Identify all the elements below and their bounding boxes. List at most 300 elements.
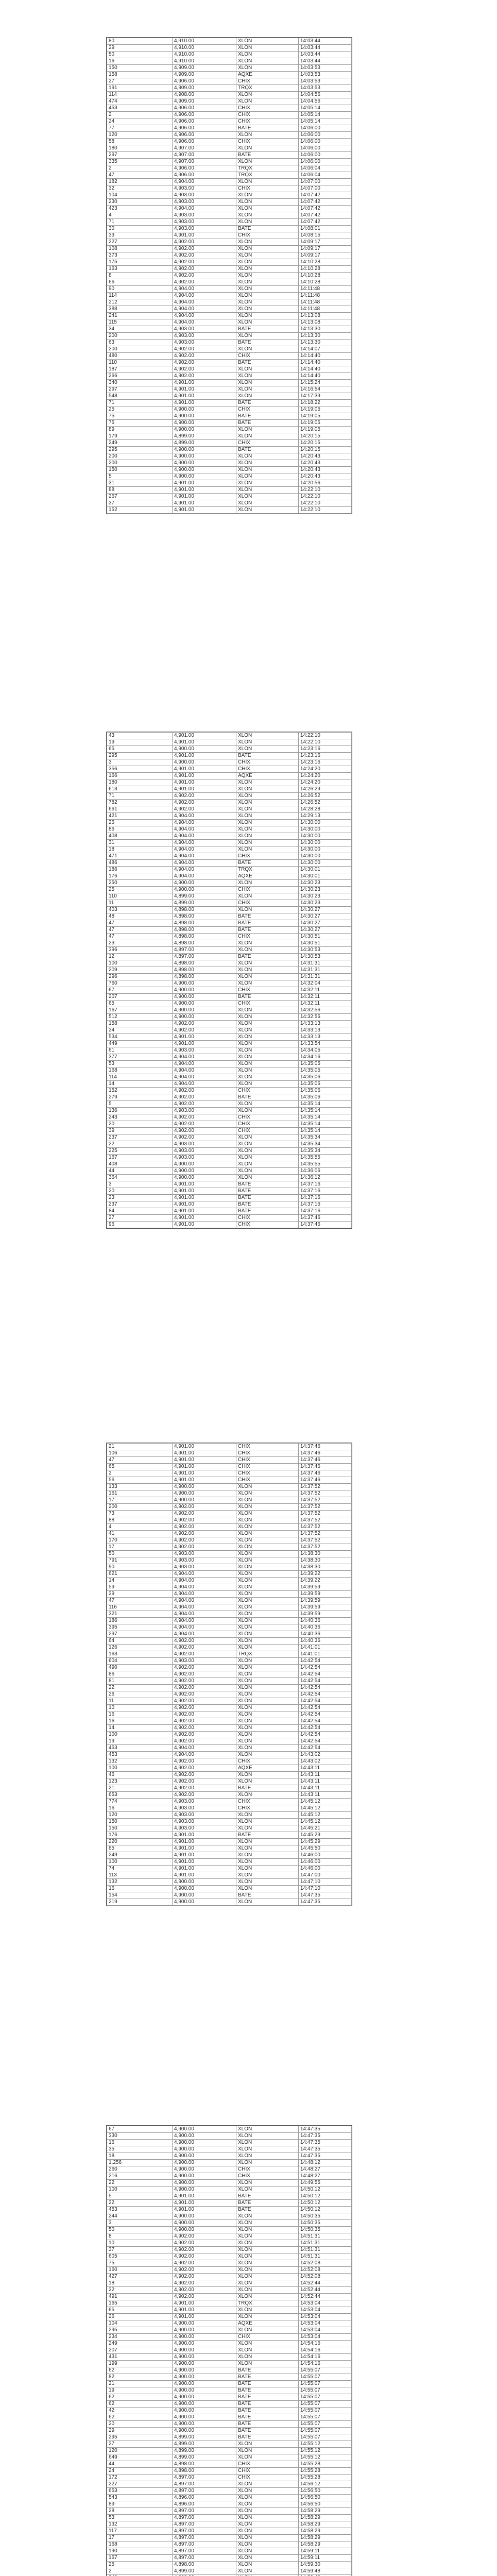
venue-cell: CHIX (236, 1799, 299, 1805)
time-cell: 14:35:06 (299, 1074, 352, 1081)
time-cell: 14:36:06 (299, 1168, 352, 1175)
venue-cell: XLON (236, 2187, 299, 2193)
time-cell: 14:37:52 (299, 1511, 352, 1517)
table-row (107, 2334, 352, 2341)
time-cell: 14:47:00 (299, 1872, 352, 1879)
venue-cell: XLON (236, 286, 299, 293)
price-cell: 4,907.00 (173, 145, 236, 152)
volume-cell: 47 (107, 1598, 173, 1604)
time-cell: 14:37:16 (299, 1208, 352, 1215)
table-row (107, 2126, 352, 2133)
price-cell: 4,900.00 (173, 2401, 236, 2408)
table-row (107, 2140, 352, 2146)
time-cell: 14:55:28 (299, 2475, 352, 2481)
venue-cell: BATE (236, 2394, 299, 2401)
volume-cell: 249 (107, 1852, 173, 1859)
venue-cell: BATE (236, 753, 299, 759)
time-cell: 14:51:31 (299, 2247, 352, 2253)
volume-cell: 24 (107, 2468, 173, 2475)
price-cell: 4,901.00 (173, 1477, 236, 1484)
table-row (107, 1571, 352, 1578)
volume-cell: 621 (107, 1571, 173, 1578)
volume-cell: 2 (107, 165, 173, 172)
table-row (107, 1497, 352, 1504)
table-row (107, 1121, 352, 1128)
volume-cell: 80 (107, 38, 173, 45)
price-cell: 4,900.00 (173, 2414, 236, 2421)
price-cell: 4,900.00 (173, 2180, 236, 2187)
volume-cell: 176 (107, 1832, 173, 1839)
venue-cell: XLON (236, 480, 299, 487)
price-cell: 4,900.00 (173, 2320, 236, 2327)
time-cell: 14:42:54 (299, 1725, 352, 1732)
table-row (107, 1805, 352, 1812)
venue-cell: XLON (236, 980, 299, 987)
table-row (107, 1886, 352, 1892)
venue-cell: XLON (236, 1175, 299, 1181)
volume-cell: 44 (107, 1168, 173, 1175)
time-cell: 14:40:36 (299, 1631, 352, 1638)
venue-cell: BATE (236, 2434, 299, 2441)
volume-cell: 22 (107, 1141, 173, 1148)
venue-cell: CHIX (236, 900, 299, 907)
time-cell: 14:37:46 (299, 1477, 352, 1484)
time-cell: 14:30:00 (299, 826, 352, 833)
time-cell: 14:31:31 (299, 960, 352, 967)
table-row (107, 1081, 352, 1088)
venue-cell: XLON (236, 1537, 299, 1544)
time-cell: 14:23:16 (299, 753, 352, 759)
time-cell: 14:55:07 (299, 2374, 352, 2381)
table-row (107, 1819, 352, 1825)
table-row (107, 333, 352, 340)
time-cell: 14:23:16 (299, 746, 352, 753)
volume-cell: 50 (107, 2227, 173, 2233)
time-cell: 14:53:04 (299, 2300, 352, 2307)
venue-cell: XLON (236, 2361, 299, 2367)
table-row (107, 393, 352, 400)
table-row (107, 2562, 352, 2568)
volume-cell: 179 (107, 433, 173, 440)
price-cell: 4,902.00 (173, 1101, 236, 1108)
price-cell: 4,904.00 (173, 1571, 236, 1578)
price-cell: 4,898.00 (173, 974, 236, 980)
volume-cell: 474 (107, 98, 173, 105)
volume-cell: 104 (107, 192, 173, 199)
time-cell: 14:45:12 (299, 1819, 352, 1825)
price-cell: 4,904.00 (173, 860, 236, 867)
price-cell: 4,900.00 (173, 1161, 236, 1168)
time-cell: 14:45:12 (299, 1799, 352, 1805)
table-row (107, 1148, 352, 1155)
price-cell: 4,902.00 (173, 1718, 236, 1725)
price-cell: 4,903.00 (173, 1551, 236, 1557)
price-cell: 4,904.00 (173, 833, 236, 840)
time-cell: 14:37:46 (299, 1457, 352, 1464)
volume-cell: 12 (107, 954, 173, 960)
venue-cell: XLON (236, 1108, 299, 1114)
table-row (107, 2448, 352, 2454)
time-cell: 14:37:46 (299, 1222, 352, 1228)
price-cell: 4,901.00 (173, 480, 236, 487)
venue-cell: XLON (236, 2327, 299, 2334)
price-cell: 4,901.00 (173, 1444, 236, 1450)
table-row (107, 1128, 352, 1134)
volume-cell: 176 (107, 873, 173, 880)
venue-cell: XLON (236, 2294, 299, 2300)
table-row (107, 1034, 352, 1041)
venue-cell: XLON (236, 192, 299, 199)
table-row (107, 366, 352, 373)
time-cell: 14:06:04 (299, 165, 352, 172)
volume-cell: 132 (107, 2521, 173, 2528)
table-row (107, 78, 352, 85)
venue-cell: XLON (236, 967, 299, 974)
venue-cell: BATE (236, 125, 299, 132)
venue-cell: XLON (236, 494, 299, 500)
table-row (107, 273, 352, 279)
volume-cell: 50 (107, 52, 173, 58)
price-cell: 4,904.00 (173, 826, 236, 833)
time-cell: 14:10:28 (299, 266, 352, 273)
table-row (107, 1698, 352, 1705)
price-cell: 4,900.00 (173, 2213, 236, 2220)
venue-cell: XLON (236, 98, 299, 105)
venue-cell: XLON (236, 2287, 299, 2294)
venue-cell: CHIX (236, 1758, 299, 1765)
table-row (107, 907, 352, 913)
venue-cell: BATE (236, 1785, 299, 1792)
table-row (107, 293, 352, 299)
price-cell: 4,898.00 (173, 2562, 236, 2568)
price-cell: 4,902.00 (173, 1504, 236, 1511)
table-row (107, 773, 352, 779)
venue-cell: AQXE (236, 1765, 299, 1772)
table-row (107, 2300, 352, 2307)
volume-cell: 200 (107, 346, 173, 353)
table-row (107, 152, 352, 159)
time-cell: 14:54:16 (299, 2341, 352, 2347)
venue-cell: BATE (236, 420, 299, 427)
time-cell: 14:58:29 (299, 2521, 352, 2528)
price-cell: 4,903.00 (173, 326, 236, 333)
venue-cell: XLON (236, 1021, 299, 1027)
venue-cell: XLON (236, 65, 299, 72)
volume-cell: 200 (107, 453, 173, 460)
time-cell: 14:17:39 (299, 393, 352, 400)
time-cell: 14:26:52 (299, 793, 352, 800)
venue-cell: BATE (236, 954, 299, 960)
table-row (107, 1517, 352, 1524)
price-cell: 4,904.00 (173, 853, 236, 860)
time-cell: 14:52:44 (299, 2294, 352, 2300)
venue-cell: XLON (236, 1551, 299, 1557)
time-cell: 14:30:00 (299, 833, 352, 840)
venue-cell: XLON (236, 893, 299, 900)
time-cell: 14:37:52 (299, 1524, 352, 1531)
venue-cell: TRQX (236, 165, 299, 172)
time-cell: 14:37:46 (299, 1470, 352, 1477)
price-cell: 4,899.00 (173, 2441, 236, 2448)
price-cell: 4,902.00 (173, 2280, 236, 2287)
price-cell: 4,900.00 (173, 2173, 236, 2180)
price-cell: 4,900.00 (173, 2428, 236, 2434)
price-cell: 4,901.00 (173, 2307, 236, 2314)
time-cell: 14:42:54 (299, 1732, 352, 1738)
price-cell: 4,901.00 (173, 1866, 236, 1872)
time-cell: 14:13:08 (299, 313, 352, 319)
price-cell: 4,901.00 (173, 1188, 236, 1195)
table-row (107, 467, 352, 473)
venue-cell: CHIX (236, 1464, 299, 1470)
volume-cell: 279 (107, 1094, 173, 1101)
table-row (107, 934, 352, 940)
venue-cell: XLON (236, 940, 299, 947)
time-cell: 14:22:10 (299, 507, 352, 514)
volume-cell: 190 (107, 2548, 173, 2555)
venue-cell: XLON (236, 2501, 299, 2508)
price-cell: 4,903.00 (173, 192, 236, 199)
price-cell: 4,901.00 (173, 1034, 236, 1041)
price-cell: 4,899.00 (173, 893, 236, 900)
table-row (107, 1618, 352, 1624)
volume-cell: 117 (107, 2528, 173, 2535)
price-cell: 4,904.00 (173, 1631, 236, 1638)
venue-cell: XLON (236, 1658, 299, 1665)
time-cell: 14:37:52 (299, 1484, 352, 1490)
price-cell: 4,897.00 (173, 2541, 236, 2548)
time-cell: 14:31:31 (299, 967, 352, 974)
time-cell: 14:32:56 (299, 1007, 352, 1014)
time-cell: 14:22:10 (299, 733, 352, 739)
price-cell: 4,901.00 (173, 1222, 236, 1228)
time-cell: 14:14:07 (299, 346, 352, 353)
time-cell: 14:41:01 (299, 1645, 352, 1651)
venue-cell: XLON (236, 2347, 299, 2354)
volume-cell: 47 (107, 920, 173, 927)
table-row (107, 2267, 352, 2274)
price-cell: 4,902.00 (173, 1134, 236, 1141)
table-row (107, 1564, 352, 1571)
table-row (107, 85, 352, 92)
venue-cell: XLON (236, 779, 299, 786)
venue-cell: XLON (236, 2541, 299, 2548)
time-cell: 14:39:59 (299, 1584, 352, 1591)
venue-cell: XLON (236, 820, 299, 826)
venue-cell: CHIX (236, 1088, 299, 1094)
volume-cell: 158 (107, 72, 173, 78)
table-row (107, 2434, 352, 2441)
volume-cell: 27 (107, 78, 173, 85)
table-row (107, 2441, 352, 2448)
price-cell: 4,901.00 (173, 786, 236, 793)
venue-cell: CHIX (236, 1470, 299, 1477)
price-cell: 4,900.00 (173, 1490, 236, 1497)
volume-cell: 22 (107, 2200, 173, 2207)
volume-cell: 126 (107, 1645, 173, 1651)
price-cell: 4,902.00 (173, 806, 236, 813)
table-row (107, 199, 352, 206)
volume-cell: 106 (107, 1450, 173, 1457)
venue-cell: XLON (236, 1517, 299, 1524)
volume-cell: 58 (107, 139, 173, 145)
time-cell: 14:59:48 (299, 2568, 352, 2575)
volume-cell: 150 (107, 467, 173, 473)
time-cell: 14:30:23 (299, 900, 352, 907)
volume-cell: 42 (107, 2408, 173, 2414)
volume-cell: 4 (107, 212, 173, 219)
price-cell: 4,898.00 (173, 967, 236, 974)
time-cell: 14:50:12 (299, 2200, 352, 2207)
table-row (107, 145, 352, 152)
venue-cell: XLON (236, 1047, 299, 1054)
time-cell: 14:06:00 (299, 125, 352, 132)
time-cell: 14:22:10 (299, 500, 352, 507)
table-row (107, 2146, 352, 2153)
venue-cell: XLON (236, 826, 299, 833)
price-cell: 4,900.00 (173, 2374, 236, 2381)
price-cell: 4,900.00 (173, 2367, 236, 2374)
volume-cell: 453 (107, 2207, 173, 2213)
venue-cell: XLON (236, 2126, 299, 2133)
table-row (107, 1591, 352, 1598)
volume-cell: 661 (107, 806, 173, 813)
time-cell: 14:42:54 (299, 1665, 352, 1671)
table-row (107, 1752, 352, 1758)
volume-cell: 5 (107, 1101, 173, 1108)
table-row (107, 165, 352, 172)
table-row (107, 2468, 352, 2475)
volume-cell: 108 (107, 246, 173, 252)
price-cell: 4,906.00 (173, 78, 236, 85)
price-cell: 4,902.00 (173, 1772, 236, 1778)
venue-cell: BATE (236, 400, 299, 406)
table-row (107, 1799, 352, 1805)
price-cell: 4,902.00 (173, 1711, 236, 1718)
table-row (107, 1014, 352, 1021)
price-cell: 4,899.00 (173, 2568, 236, 2575)
venue-cell: XLON (236, 373, 299, 380)
volume-cell: 65 (107, 2307, 173, 2314)
time-cell: 14:37:52 (299, 1504, 352, 1511)
venue-cell: XLON (236, 460, 299, 467)
time-cell: 14:31:31 (299, 974, 352, 980)
table-row (107, 400, 352, 406)
price-cell: 4,902.00 (173, 1651, 236, 1658)
table-row (107, 1007, 352, 1014)
time-cell: 14:23:16 (299, 759, 352, 766)
venue-cell: XLON (236, 199, 299, 206)
price-cell: 4,902.00 (173, 360, 236, 366)
time-cell: 14:30:00 (299, 853, 352, 860)
time-cell: 14:55:07 (299, 2387, 352, 2394)
table-row (107, 192, 352, 199)
table-row (107, 1484, 352, 1490)
volume-cell: 170 (107, 1537, 173, 1544)
venue-cell: XLON (236, 1678, 299, 1685)
volume-cell: 225 (107, 1148, 173, 1155)
time-cell: 14:35:34 (299, 1148, 352, 1155)
price-cell: 4,906.00 (173, 112, 236, 118)
venue-cell: XLON (236, 739, 299, 746)
table-row (107, 360, 352, 366)
volume-cell: 8 (107, 273, 173, 279)
table-row (107, 2200, 352, 2207)
table-row (107, 1745, 352, 1752)
time-cell: 14:54:16 (299, 2354, 352, 2361)
volume-cell: 2 (107, 112, 173, 118)
venue-cell: XLON (236, 1141, 299, 1148)
price-cell: 4,902.00 (173, 1094, 236, 1101)
volume-cell: 21 (107, 1444, 173, 1450)
table-row (107, 840, 352, 846)
venue-cell: BATE (236, 1832, 299, 1839)
price-cell: 4,902.00 (173, 239, 236, 246)
price-cell: 4,900.00 (173, 2347, 236, 2354)
table-row (107, 2227, 352, 2233)
time-cell: 14:06:00 (299, 152, 352, 159)
venue-cell: XLON (236, 2488, 299, 2495)
volume-cell: 133 (107, 1484, 173, 1490)
time-cell: 14:54:16 (299, 2347, 352, 2354)
time-cell: 14:20:43 (299, 460, 352, 467)
volume-cell: 791 (107, 1557, 173, 1564)
time-cell: 14:55:07 (299, 2428, 352, 2434)
table-row (107, 766, 352, 773)
table-row (107, 2481, 352, 2488)
price-cell: 4,902.00 (173, 1778, 236, 1785)
time-cell: 14:30:51 (299, 940, 352, 947)
price-cell: 4,902.00 (173, 1725, 236, 1732)
volume-cell: 18 (107, 846, 173, 853)
table-row (107, 319, 352, 326)
volume-cell: 48 (107, 913, 173, 920)
price-cell: 4,903.00 (173, 1825, 236, 1832)
trade-table-section-3 (106, 1443, 352, 1906)
price-cell: 4,903.00 (173, 1805, 236, 1812)
venue-cell: XLON (236, 1134, 299, 1141)
time-cell: 14:30:00 (299, 846, 352, 853)
volume-cell: 120 (107, 2448, 173, 2454)
volume-cell: 408 (107, 833, 173, 840)
time-cell: 14:22:10 (299, 739, 352, 746)
price-cell: 4,902.00 (173, 1665, 236, 1671)
volume-cell: 17 (107, 1497, 173, 1504)
price-cell: 4,900.00 (173, 2146, 236, 2153)
time-cell: 14:42:54 (299, 1718, 352, 1725)
table-row (107, 212, 352, 219)
price-cell: 4,904.00 (173, 1081, 236, 1088)
table-row (107, 226, 352, 232)
table-row (107, 1457, 352, 1464)
time-cell: 14:55:12 (299, 2448, 352, 2454)
table-row (107, 739, 352, 746)
price-cell: 4,902.00 (173, 1738, 236, 1745)
table-row (107, 746, 352, 753)
time-cell: 14:55:07 (299, 2381, 352, 2387)
price-cell: 4,900.00 (173, 2187, 236, 2193)
venue-cell: XLON (236, 1081, 299, 1088)
price-cell: 4,899.00 (173, 900, 236, 907)
volume-cell: 453 (107, 1752, 173, 1758)
price-cell: 4,900.00 (173, 880, 236, 887)
table-row (107, 172, 352, 179)
time-cell: 14:30:27 (299, 907, 352, 913)
time-cell: 14:55:12 (299, 2441, 352, 2448)
volume-cell: 90 (107, 286, 173, 293)
venue-cell: XLON (236, 1034, 299, 1041)
volume-cell: 543 (107, 2495, 173, 2501)
